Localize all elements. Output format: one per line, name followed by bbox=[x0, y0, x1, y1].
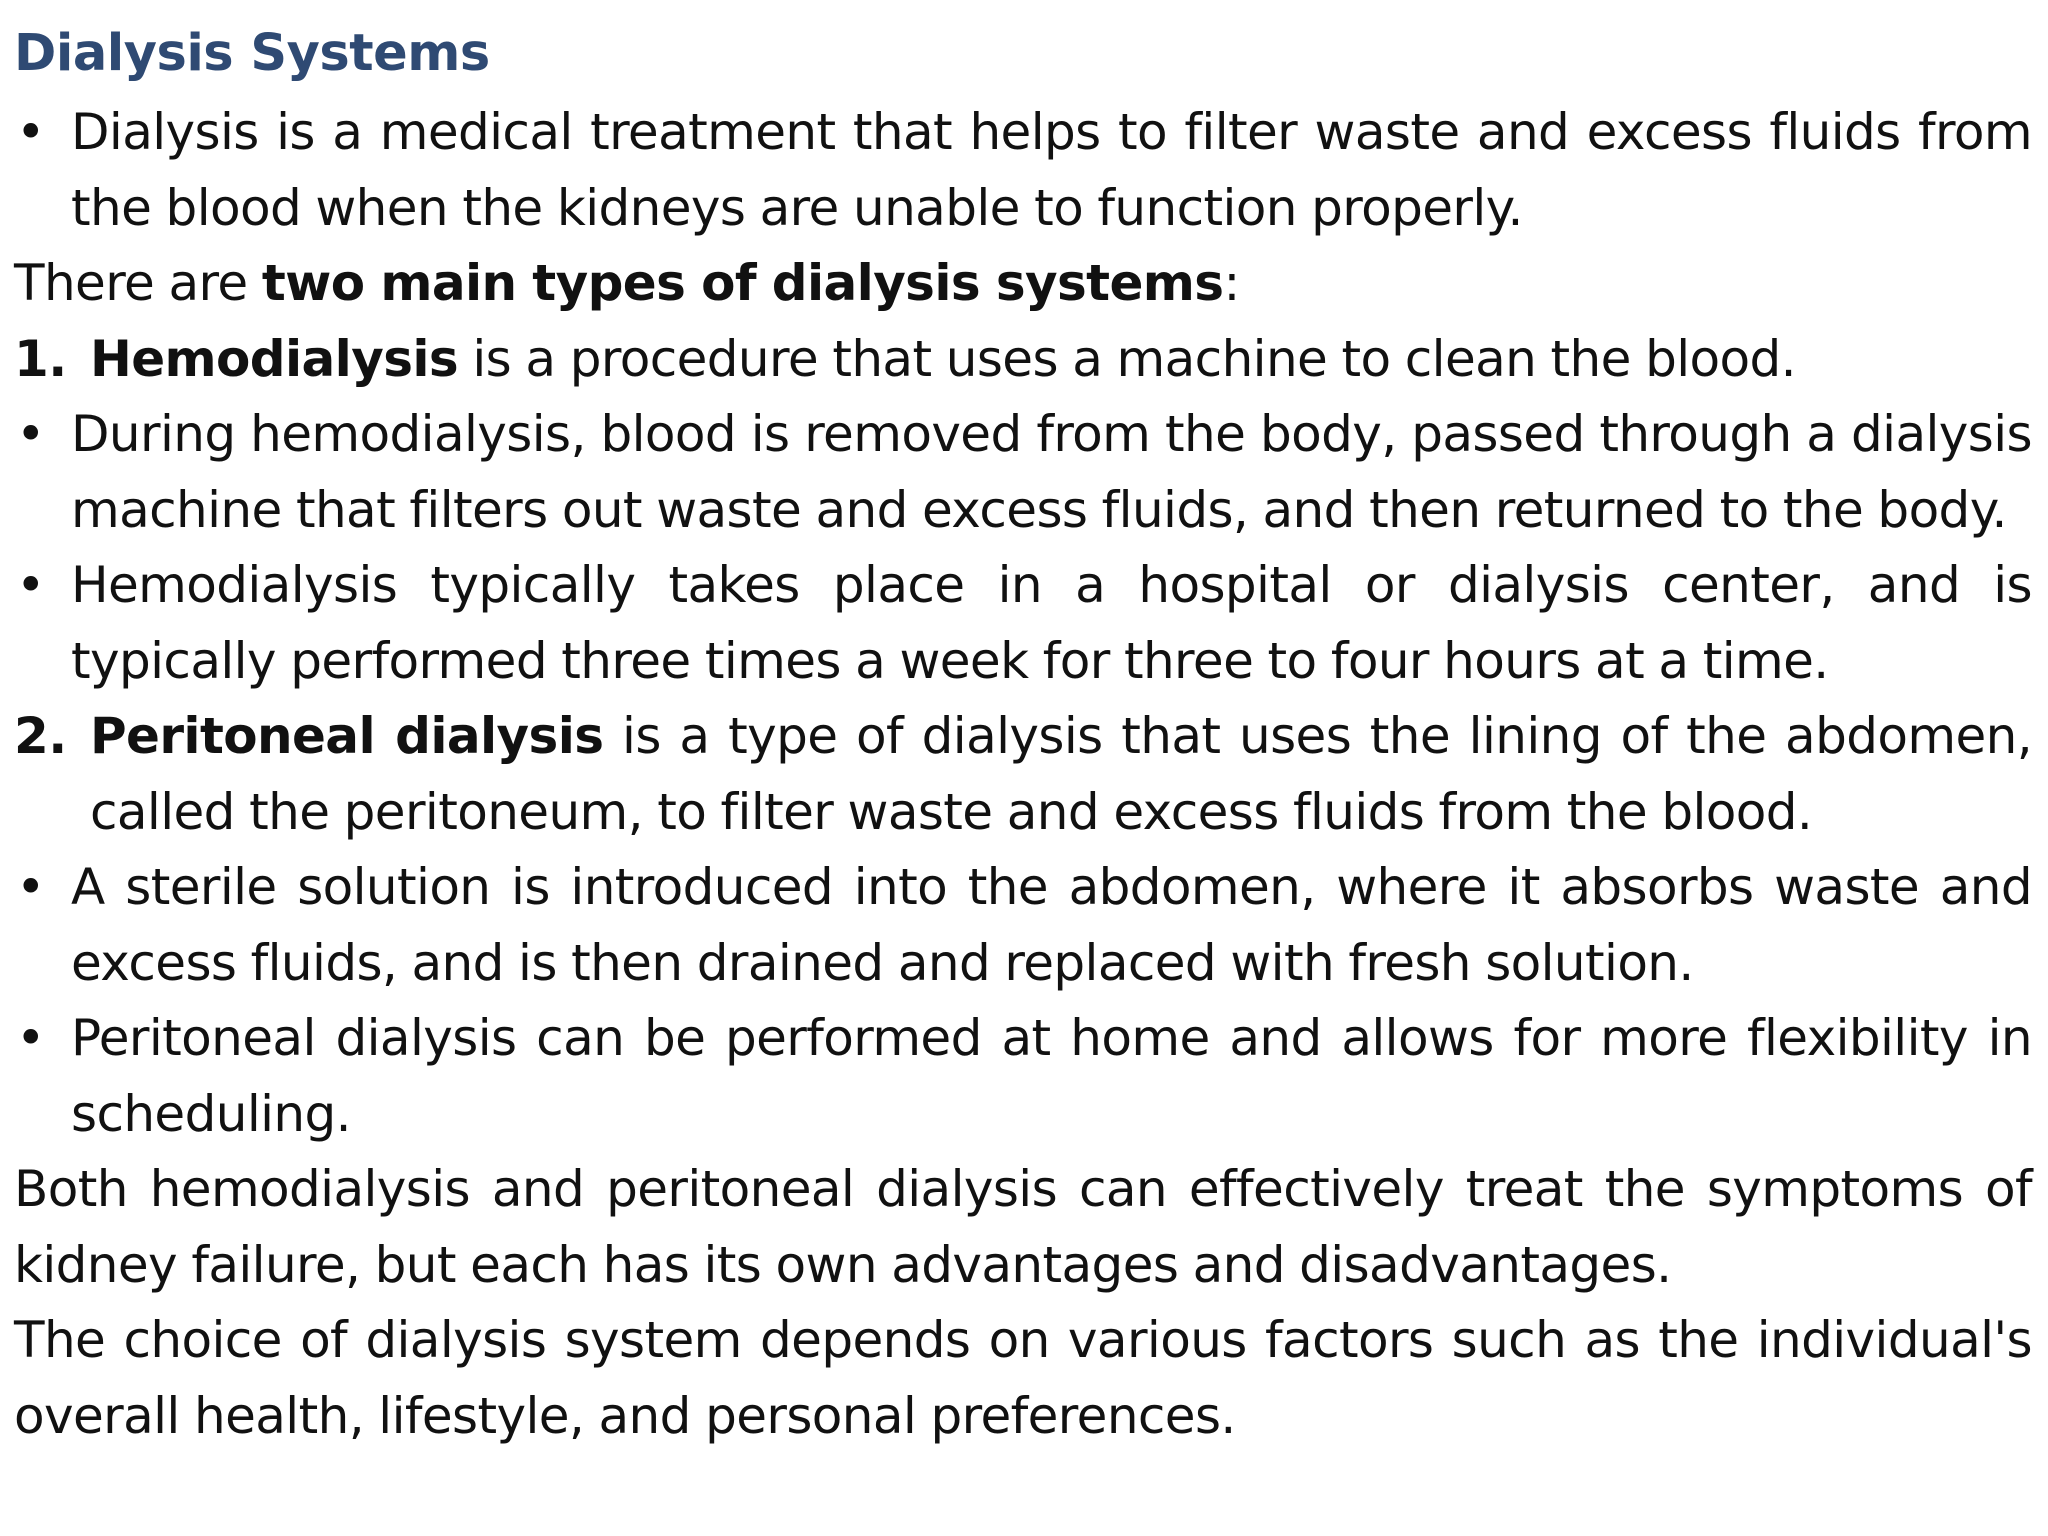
page-title: Dialysis Systems bbox=[14, 24, 490, 83]
closing-paragraph: The choice of dialysis system depends on various factors such as the individual's overall health, lifestyle, and personal preferences. bbox=[14, 1311, 2032, 1445]
item-heading: Peritoneal dialysis bbox=[90, 707, 604, 765]
types-line-bold: two main types of dialysis systems bbox=[261, 254, 1224, 312]
types-line-pre: There are bbox=[14, 254, 262, 312]
bullet-text: During hemodialysis, blood is removed from the body, passed through a dialysis machine that filters out waste and excess fluids, and then returned to the body. bbox=[71, 405, 2032, 539]
bullet-text: Hemodialysis typically takes place in a hospital or dialysis center, and is typically performed three times a week for three to four hours at a time. bbox=[71, 556, 2032, 690]
item-text: is a type of dialysis that uses the lining of the abdomen, called the peritoneum, to filter waste and excess fluids from the blood. bbox=[90, 707, 2032, 841]
bullet-icon: • bbox=[16, 858, 45, 916]
types-line bbox=[14, 246, 2032, 322]
closing-paragraph: Both hemodialysis and peritoneal dialysis can effectively treat the symptoms of kidney failure, but each has its own advantages and disadvantages. bbox=[14, 1160, 2032, 1294]
item-number: 2. bbox=[14, 707, 67, 765]
bullet-icon: • bbox=[16, 1009, 45, 1067]
peritoneal-bullet bbox=[14, 1001, 2032, 1152]
bullet-icon: • bbox=[16, 556, 45, 614]
item-text: is a procedure that uses a machine to clean the blood. bbox=[458, 329, 1796, 388]
bullet-icon: • bbox=[16, 405, 45, 463]
bullet-text: A sterile solution is introduced into the abdomen, where it absorbs waste and excess fluids, and is then drained and replaced with fresh solution. bbox=[71, 858, 2032, 992]
types-line-post: : bbox=[1223, 254, 1240, 312]
peritoneal-bullet bbox=[14, 850, 2032, 1001]
item-number: 1. bbox=[14, 329, 67, 388]
hemodialysis-bullet bbox=[14, 548, 2032, 699]
numbered-item-hemodialysis bbox=[14, 322, 2032, 398]
bullet-icon: • bbox=[16, 103, 45, 161]
hemodialysis-bullet bbox=[14, 397, 2032, 548]
item-heading: Hemodialysis bbox=[90, 329, 459, 388]
numbered-item-peritoneal bbox=[14, 699, 2032, 850]
intro-bullet bbox=[14, 95, 2032, 246]
bullet-text: Peritoneal dialysis can be performed at home and allows for more flexibility in scheduling. bbox=[71, 1009, 2032, 1143]
bullet-text: Dialysis is a medical treatment that helps to filter waste and excess fluids from the blood when the kidneys are unable to function properly. bbox=[71, 103, 2032, 237]
